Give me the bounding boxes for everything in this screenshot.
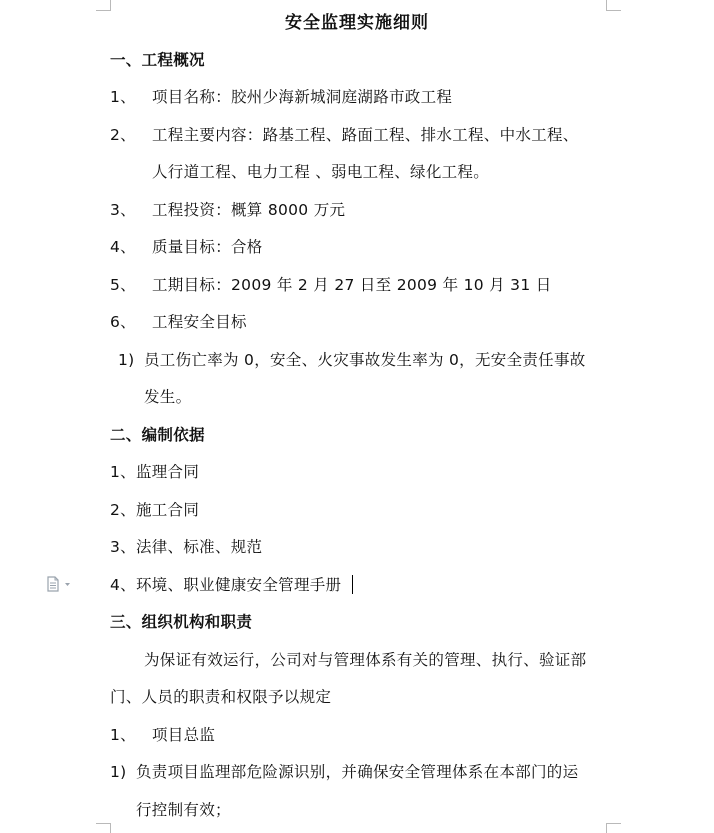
- sub-item-continuation: 发生。: [144, 388, 192, 406]
- section-heading-basis: 二、编制依据: [110, 426, 205, 444]
- item-number: 1、: [110, 726, 136, 744]
- item-text: 质量目标：合格: [152, 238, 263, 256]
- section-heading-overview: 一、工程概况: [110, 51, 205, 69]
- sub-item-number: 1): [118, 351, 135, 369]
- item-number: 3、: [110, 201, 136, 219]
- document-icon[interactable]: [44, 576, 74, 592]
- item-continuation: 人行道工程、电力工程 、弱电工程、绿化工程。: [152, 163, 490, 181]
- text-cursor: [352, 575, 353, 594]
- sub-item-continuation: 行控制有效；: [136, 801, 231, 819]
- basis-item: 2、施工合同: [110, 501, 200, 519]
- item-text: 工期目标：2009 年 2 月 27 日至 2009 年 10 月 31 日: [152, 276, 552, 294]
- crop-mark-bottom-left: [96, 823, 111, 833]
- basis-item: 1、监理合同: [110, 463, 200, 481]
- item-number: 5、: [110, 276, 136, 294]
- item-text: 工程主要内容：路基工程、路面工程、排水工程、中水工程、: [152, 126, 579, 144]
- item-number: 1、: [110, 88, 136, 106]
- item-number: 6、: [110, 313, 136, 331]
- item-text: 工程投资：概算 8000 万元: [152, 201, 346, 219]
- item-number: 2、: [110, 126, 136, 144]
- item-text: 项目名称：胶州少海新城洞庭湖路市政工程: [152, 88, 453, 106]
- sub-item-text: 员工伤亡率为 0，安全、火灾事故发生率为 0，无安全责任事故: [144, 351, 586, 369]
- item-text: 项目总监: [152, 726, 216, 744]
- sub-item-number: 1): [110, 763, 127, 781]
- basis-item: 3、法律、标准、规范: [110, 538, 263, 556]
- section-heading-organization: 三、组织机构和职责: [110, 613, 253, 631]
- item-text: 工程安全目标: [152, 313, 247, 331]
- item-number: 4、: [110, 238, 136, 256]
- paragraph-line: 门、人员的职责和权限予以规定: [110, 688, 332, 706]
- sub-item-text: 负责项目监理部危险源识别，并确保安全管理体系在本部门的运: [136, 763, 579, 781]
- basis-item: 4、环境、职业健康安全管理手册: [110, 576, 342, 594]
- document-title: 安全监理实施细则: [285, 13, 429, 33]
- paragraph-line: 为保证有效运行，公司对与管理体系有关的管理、执行、验证部: [144, 651, 587, 669]
- crop-mark-bottom-right: [606, 823, 621, 833]
